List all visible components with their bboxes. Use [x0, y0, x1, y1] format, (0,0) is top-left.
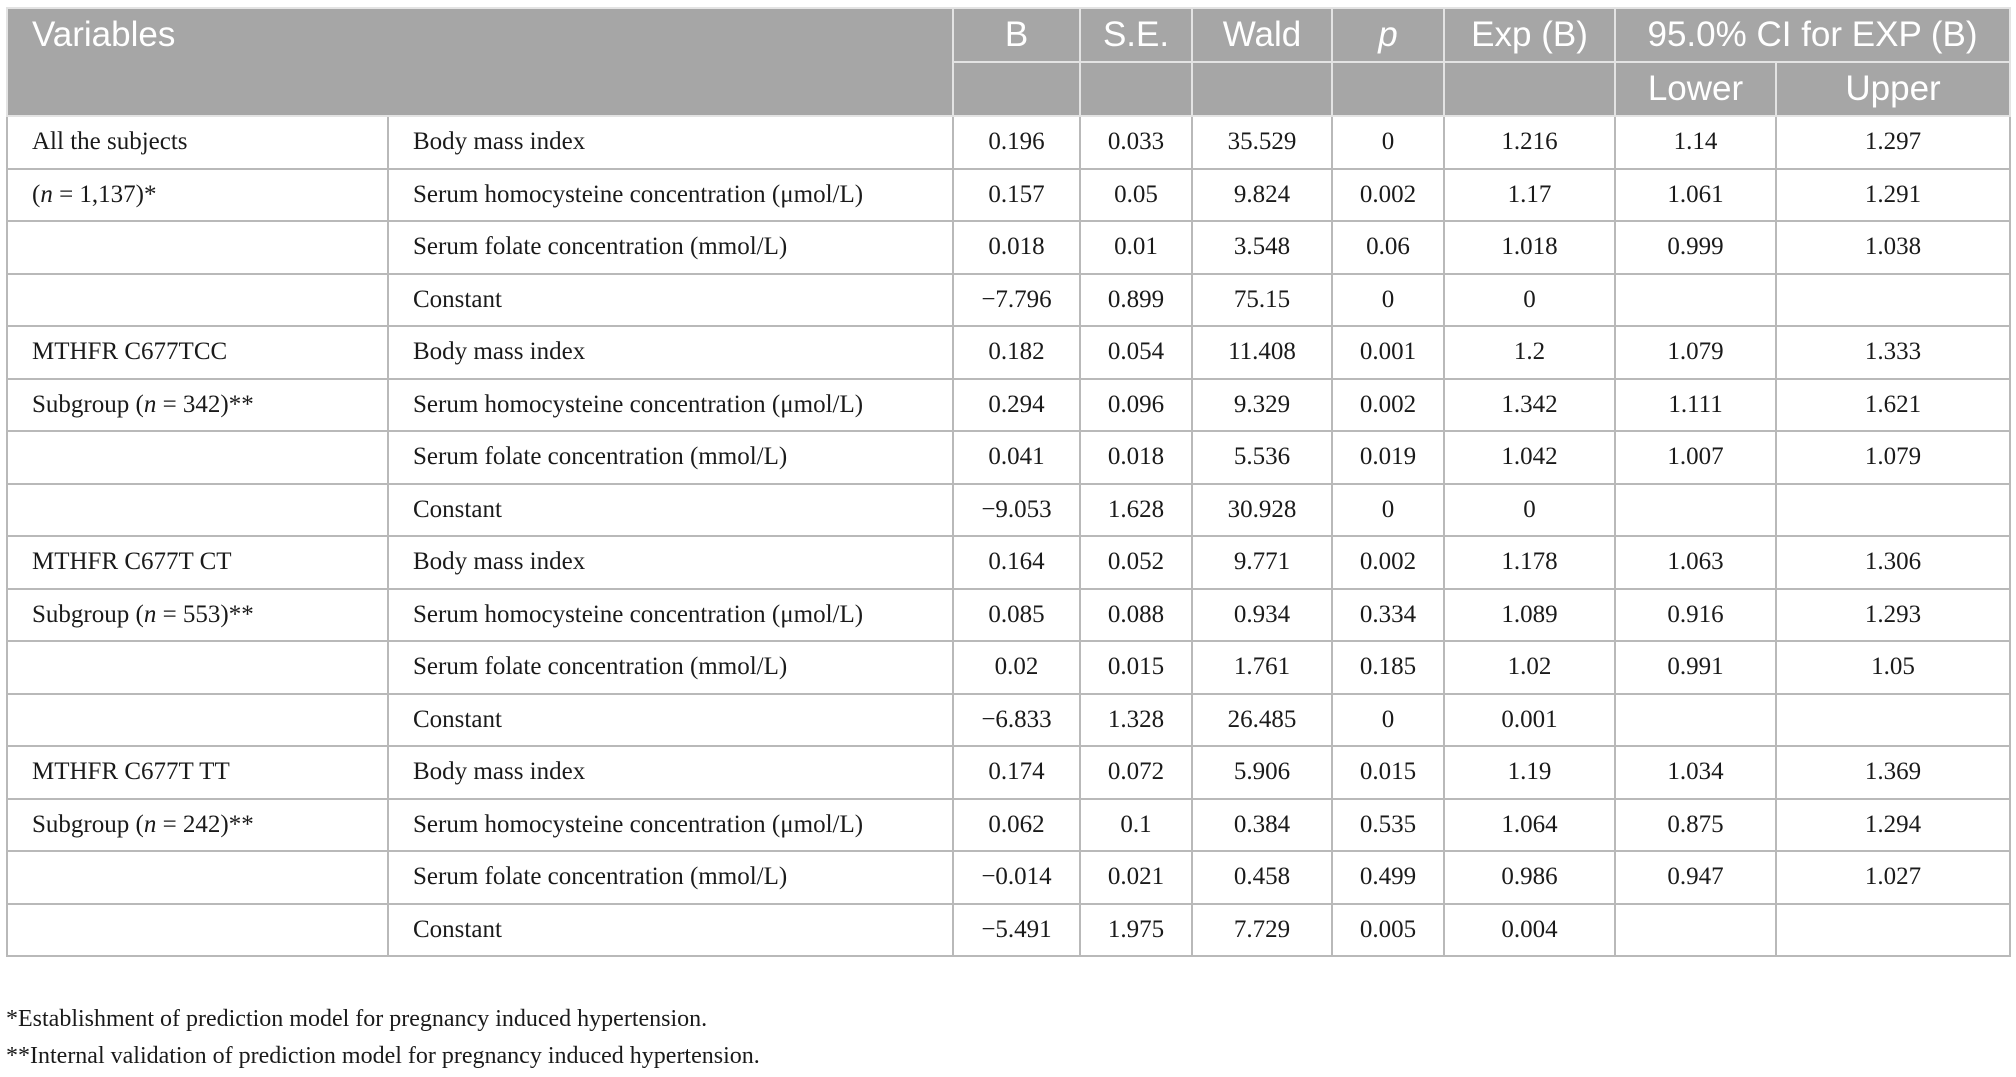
header-se-blank: [1080, 62, 1192, 116]
group-label: All the subjects: [32, 128, 188, 156]
cell-variable: Serum homocysteine concentration (μmol/L): [388, 169, 953, 222]
table-row: [7, 746, 2010, 799]
cell-wald: 1.761: [1192, 641, 1332, 694]
cell-se: 0.052: [1080, 536, 1192, 589]
cell-ci-lower: 1.007: [1615, 431, 1776, 484]
cell-p: 0.499: [1332, 851, 1444, 904]
group-label: MTHFR C677TCC: [32, 338, 228, 366]
cell-wald: 0.934: [1192, 589, 1332, 642]
group-label: MTHFR C677T CT: [32, 548, 232, 576]
cell-p: 0: [1332, 274, 1444, 327]
group-label-cell: [7, 694, 388, 747]
cell-ci-upper: 1.291: [1776, 169, 2010, 222]
group-label-cell: [7, 274, 388, 327]
cell-expb: 1.216: [1444, 116, 1615, 169]
group-sublabel-suffix: = 553)**: [156, 600, 254, 628]
cell-b: 0.164: [953, 536, 1080, 589]
cell-expb: 0.004: [1444, 904, 1615, 957]
header-upper: Upper: [1776, 62, 2010, 116]
cell-expb: 1.018: [1444, 221, 1615, 274]
cell-se: 0.899: [1080, 274, 1192, 327]
cell-variable: Serum folate concentration (mmol/L): [388, 431, 953, 484]
cell-variable: Constant: [388, 904, 953, 957]
table-row: [7, 431, 2010, 484]
table-row: [7, 536, 2010, 589]
cell-ci-lower: [1615, 904, 1776, 957]
cell-expb: 0: [1444, 484, 1615, 537]
group-sublabel-suffix: = 342)**: [156, 390, 254, 418]
cell-variable: Serum homocysteine concentration (μmol/L): [388, 379, 953, 432]
table-row: [7, 904, 2010, 957]
header-lower: Lower: [1615, 62, 1776, 116]
group-label-cell: [7, 326, 388, 379]
footnotes: [6, 1001, 760, 1075]
cell-ci-upper: 1.027: [1776, 851, 2010, 904]
table-body: [7, 116, 2010, 956]
group-label-cell: [7, 116, 388, 169]
cell-b: 0.157: [953, 169, 1080, 222]
group-label-cell: [7, 484, 388, 537]
table-row: [7, 694, 2010, 747]
group-label-cell: [7, 169, 388, 222]
table-row: [7, 116, 2010, 169]
cell-ci-upper: 1.294: [1776, 799, 2010, 852]
header-wald-blank: [1192, 62, 1332, 116]
cell-variable: Body mass index: [388, 746, 953, 799]
cell-expb: 1.178: [1444, 536, 1615, 589]
cell-p: 0.002: [1332, 379, 1444, 432]
cell-ci-lower: 1.034: [1615, 746, 1776, 799]
cell-b: −9.053: [953, 484, 1080, 537]
cell-ci-upper: 1.038: [1776, 221, 2010, 274]
cell-ci-lower: 1.111: [1615, 379, 1776, 432]
cell-ci-upper: [1776, 694, 2010, 747]
header-variables: Variables: [7, 8, 953, 116]
cell-se: 0.018: [1080, 431, 1192, 484]
cell-wald: 0.458: [1192, 851, 1332, 904]
cell-variable: Constant: [388, 484, 953, 537]
cell-se: 0.1: [1080, 799, 1192, 852]
cell-ci-upper: 1.079: [1776, 431, 2010, 484]
table-row: [7, 274, 2010, 327]
cell-p: 0: [1332, 484, 1444, 537]
header-se: S.E.: [1080, 8, 1192, 62]
cell-expb: 0.001: [1444, 694, 1615, 747]
group-sublabel-prefix: (: [32, 180, 41, 208]
group-label-cell: [7, 431, 388, 484]
cell-ci-lower: 1.061: [1615, 169, 1776, 222]
cell-b: 0.018: [953, 221, 1080, 274]
table-row: [7, 799, 2010, 852]
regression-table-container: [6, 7, 2009, 957]
cell-ci-lower: 0.947: [1615, 851, 1776, 904]
cell-b: 0.085: [953, 589, 1080, 642]
cell-wald: 26.485: [1192, 694, 1332, 747]
cell-se: 0.05: [1080, 169, 1192, 222]
footnote-2: **Internal validation of prediction model for pregnancy induced hypertension.: [6, 1043, 760, 1069]
header-expb: Exp (B): [1444, 8, 1615, 62]
cell-ci-upper: 1.369: [1776, 746, 2010, 799]
footnote-1: *Establishment of prediction model for pregnancy induced hypertension.: [6, 1006, 708, 1032]
table-row: [7, 379, 2010, 432]
cell-ci-lower: 1.063: [1615, 536, 1776, 589]
cell-wald: 35.529: [1192, 116, 1332, 169]
table-row: [7, 851, 2010, 904]
cell-p: 0.002: [1332, 169, 1444, 222]
cell-variable: Serum folate concentration (mmol/L): [388, 641, 953, 694]
cell-wald: 30.928: [1192, 484, 1332, 537]
cell-expb: 1.042: [1444, 431, 1615, 484]
cell-b: 0.041: [953, 431, 1080, 484]
cell-ci-upper: 1.297: [1776, 116, 2010, 169]
header-b: B: [953, 8, 1080, 62]
table-row: [7, 326, 2010, 379]
cell-ci-lower: [1615, 274, 1776, 327]
cell-variable: Body mass index: [388, 536, 953, 589]
header-p-text: p: [1378, 15, 1398, 54]
cell-variable: Body mass index: [388, 326, 953, 379]
group-label: MTHFR C677T TT: [32, 758, 230, 786]
cell-wald: 7.729: [1192, 904, 1332, 957]
group-sublabel-suffix: = 242)**: [156, 810, 254, 838]
cell-expb: 1.064: [1444, 799, 1615, 852]
group-sublabel-n: n: [143, 810, 157, 838]
group-sublabel-prefix: Subgroup (: [32, 810, 144, 838]
group-label-cell: [7, 536, 388, 589]
cell-p: 0.535: [1332, 799, 1444, 852]
group-label-cell: [7, 641, 388, 694]
cell-ci-upper: [1776, 904, 2010, 957]
table-row: [7, 641, 2010, 694]
cell-se: 0.033: [1080, 116, 1192, 169]
cell-ci-lower: [1615, 484, 1776, 537]
header-ci: 95.0% CI for EXP (B): [1615, 8, 2010, 62]
cell-p: 0: [1332, 694, 1444, 747]
cell-ci-upper: 1.306: [1776, 536, 2010, 589]
group-label-cell: [7, 221, 388, 274]
cell-ci-lower: 0.875: [1615, 799, 1776, 852]
group-label-cell: [7, 799, 388, 852]
cell-b: 0.02: [953, 641, 1080, 694]
cell-variable: Body mass index: [388, 116, 953, 169]
group-sublabel-suffix: = 1,137)*: [52, 180, 157, 208]
header-p: [1332, 8, 1444, 62]
cell-variable: Serum homocysteine concentration (μmol/L): [388, 589, 953, 642]
cell-se: 0.021: [1080, 851, 1192, 904]
header-expb-blank: [1444, 62, 1615, 116]
cell-ci-upper: 1.293: [1776, 589, 2010, 642]
cell-b: −0.014: [953, 851, 1080, 904]
cell-wald: 5.906: [1192, 746, 1332, 799]
cell-se: 0.01: [1080, 221, 1192, 274]
cell-wald: 3.548: [1192, 221, 1332, 274]
cell-ci-lower: 0.916: [1615, 589, 1776, 642]
cell-se: 1.975: [1080, 904, 1192, 957]
cell-ci-lower: 1.079: [1615, 326, 1776, 379]
cell-ci-upper: [1776, 274, 2010, 327]
cell-se: 0.015: [1080, 641, 1192, 694]
cell-b: 0.174: [953, 746, 1080, 799]
cell-expb: 1.02: [1444, 641, 1615, 694]
cell-ci-lower: 0.991: [1615, 641, 1776, 694]
group-label-cell: [7, 904, 388, 957]
cell-ci-lower: 0.999: [1615, 221, 1776, 274]
cell-wald: 5.536: [1192, 431, 1332, 484]
header-b-blank: [953, 62, 1080, 116]
table-header: [7, 8, 2010, 116]
cell-expb: 0.986: [1444, 851, 1615, 904]
cell-b: 0.182: [953, 326, 1080, 379]
cell-b: −7.796: [953, 274, 1080, 327]
header-p-blank: [1332, 62, 1444, 116]
cell-wald: 9.771: [1192, 536, 1332, 589]
cell-p: 0.334: [1332, 589, 1444, 642]
cell-variable: Constant: [388, 694, 953, 747]
cell-wald: 75.15: [1192, 274, 1332, 327]
cell-ci-lower: 1.14: [1615, 116, 1776, 169]
group-sublabel-n: n: [143, 600, 157, 628]
cell-wald: 0.384: [1192, 799, 1332, 852]
cell-variable: Serum homocysteine concentration (μmol/L): [388, 799, 953, 852]
cell-ci-lower: [1615, 694, 1776, 747]
group-label-cell: [7, 379, 388, 432]
cell-b: 0.196: [953, 116, 1080, 169]
group-sublabel-prefix: Subgroup (: [32, 390, 144, 418]
cell-se: 0.072: [1080, 746, 1192, 799]
cell-wald: 9.329: [1192, 379, 1332, 432]
cell-wald: 11.408: [1192, 326, 1332, 379]
cell-p: 0.005: [1332, 904, 1444, 957]
cell-variable: Serum folate concentration (mmol/L): [388, 221, 953, 274]
cell-b: 0.294: [953, 379, 1080, 432]
table-row: [7, 589, 2010, 642]
table-row: [7, 169, 2010, 222]
cell-expb: 1.2: [1444, 326, 1615, 379]
group-label-cell: [7, 589, 388, 642]
cell-variable: Constant: [388, 274, 953, 327]
cell-p: 0.002: [1332, 536, 1444, 589]
header-wald: Wald: [1192, 8, 1332, 62]
cell-p: 0.019: [1332, 431, 1444, 484]
cell-se: 0.088: [1080, 589, 1192, 642]
table-row: [7, 484, 2010, 537]
group-sublabel-prefix: Subgroup (: [32, 600, 144, 628]
cell-b: −5.491: [953, 904, 1080, 957]
cell-p: 0.06: [1332, 221, 1444, 274]
cell-expb: 1.342: [1444, 379, 1615, 432]
cell-expb: 1.19: [1444, 746, 1615, 799]
cell-expb: 0: [1444, 274, 1615, 327]
cell-se: 1.328: [1080, 694, 1192, 747]
cell-ci-upper: 1.05: [1776, 641, 2010, 694]
cell-ci-upper: [1776, 484, 2010, 537]
cell-se: 0.054: [1080, 326, 1192, 379]
cell-ci-upper: 1.333: [1776, 326, 2010, 379]
regression-table: [6, 7, 2011, 957]
cell-expb: 1.17: [1444, 169, 1615, 222]
table-row: [7, 221, 2010, 274]
cell-variable: Serum folate concentration (mmol/L): [388, 851, 953, 904]
cell-p: 0: [1332, 116, 1444, 169]
cell-b: 0.062: [953, 799, 1080, 852]
cell-p: 0.185: [1332, 641, 1444, 694]
group-label-cell: [7, 851, 388, 904]
cell-ci-upper: 1.621: [1776, 379, 2010, 432]
cell-wald: 9.824: [1192, 169, 1332, 222]
group-sublabel-n: n: [143, 390, 157, 418]
cell-b: −6.833: [953, 694, 1080, 747]
cell-p: 0.001: [1332, 326, 1444, 379]
group-label-cell: [7, 746, 388, 799]
group-sublabel-n: n: [40, 180, 53, 208]
cell-se: 1.628: [1080, 484, 1192, 537]
cell-p: 0.015: [1332, 746, 1444, 799]
cell-expb: 1.089: [1444, 589, 1615, 642]
cell-se: 0.096: [1080, 379, 1192, 432]
